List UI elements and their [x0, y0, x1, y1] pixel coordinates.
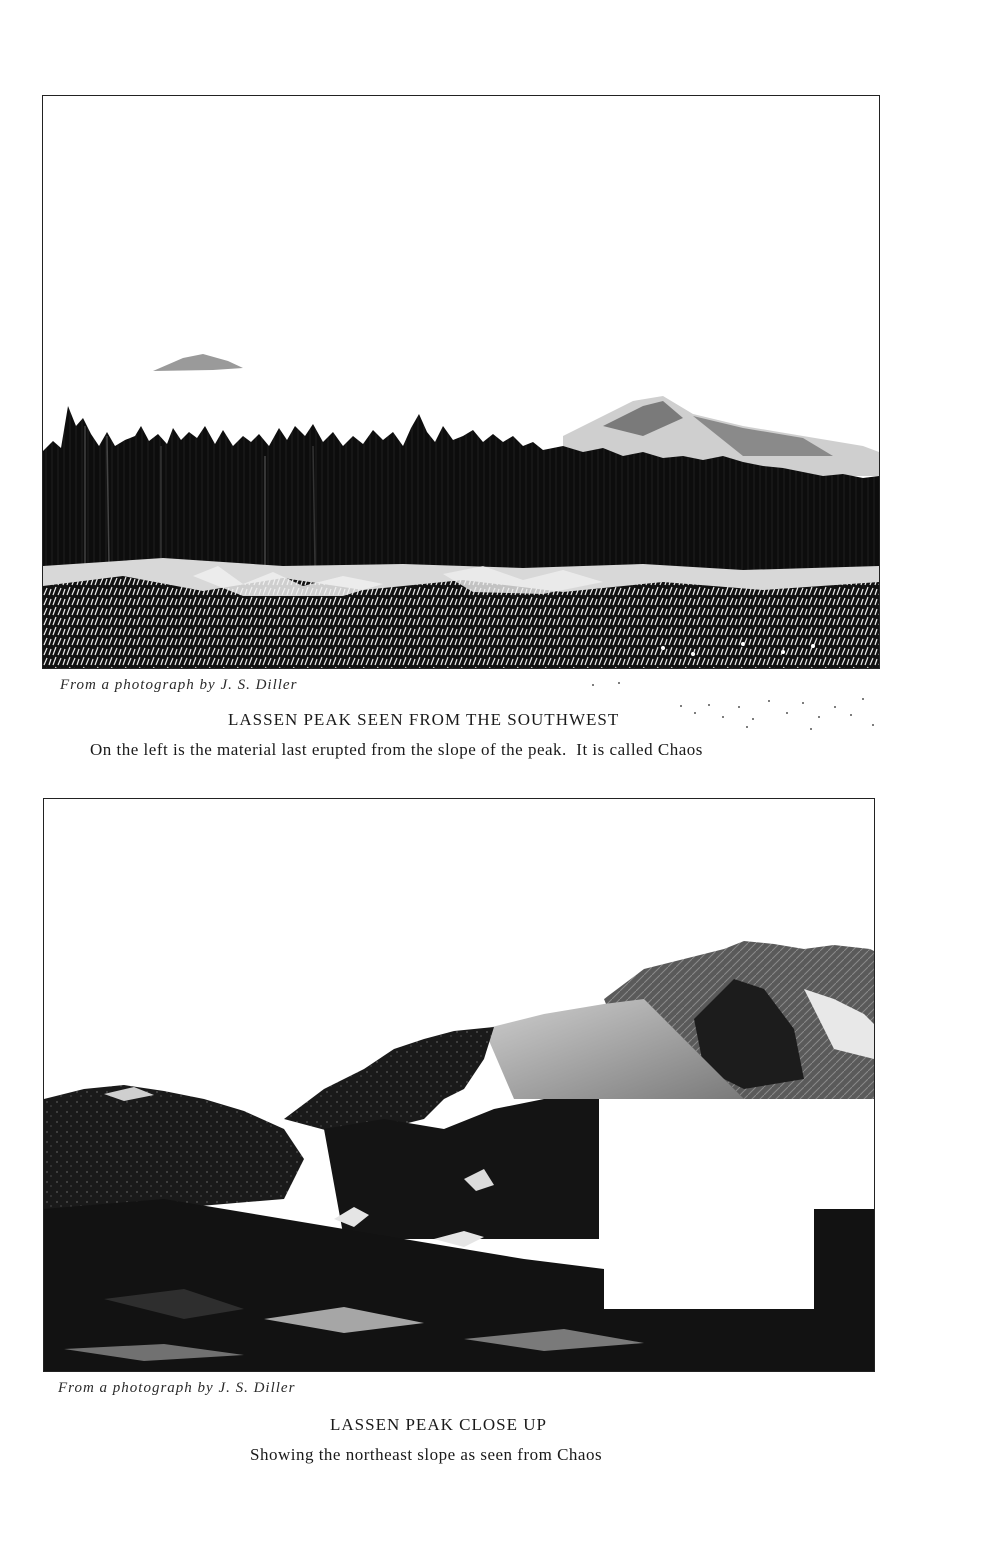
- photo-credit: From a photograph by J. S. Diller: [60, 677, 298, 693]
- photo-credit: From a photograph by J. S. Diller: [58, 1380, 296, 1396]
- plate-caption: Showing the northeast slope as seen from Chaos: [250, 1445, 603, 1464]
- plate-title: LASSEN PEAK CLOSE UP: [330, 1415, 547, 1434]
- photo-lassen-peak-close-up: [43, 798, 875, 1372]
- photo-southwest-drawing: [43, 96, 879, 668]
- plate-title: LASSEN PEAK SEEN FROM THE SOUTHWEST: [228, 710, 620, 729]
- photo-lassen-peak-southwest: [42, 95, 880, 669]
- plate-caption: On the left is the material last erupted from the slope of the peak. It is called Chaos: [90, 740, 703, 759]
- photo-close-up-drawing: [44, 799, 874, 1371]
